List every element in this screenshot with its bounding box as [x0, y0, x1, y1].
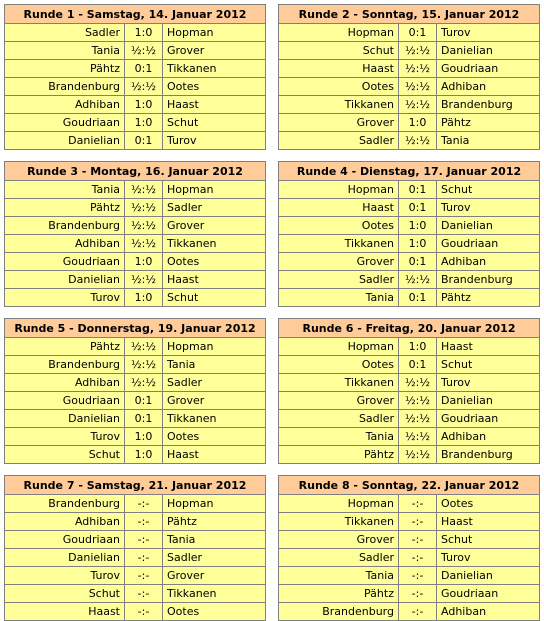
game-result: 1:0: [399, 235, 437, 253]
home-player: Goudriaan: [5, 392, 125, 410]
away-player: Sadler: [163, 199, 266, 217]
game-result: ½:½: [399, 60, 437, 78]
round-title: Runde 4 - Dienstag, 17. Januar 2012: [279, 162, 540, 181]
game-row: [279, 24, 540, 42]
away-player: Tania: [163, 356, 266, 374]
home-player: Goudriaan: [5, 114, 125, 132]
home-player: Danielian: [5, 410, 125, 428]
away-player: Pähtz: [437, 289, 540, 307]
game-row: [5, 567, 266, 585]
game-row: [5, 78, 266, 96]
game-row: [279, 549, 540, 567]
home-player: Schut: [5, 585, 125, 603]
game-row: [5, 132, 266, 150]
home-player: Pähtz: [5, 338, 125, 356]
game-row: [279, 356, 540, 374]
home-player: Brandenburg: [5, 217, 125, 235]
round-title: Runde 3 - Montag, 16. Januar 2012: [5, 162, 266, 181]
game-result: 0:1: [399, 181, 437, 199]
game-result: 0:1: [399, 199, 437, 217]
game-row: [279, 235, 540, 253]
game-row: [279, 114, 540, 132]
game-row: [5, 585, 266, 603]
game-row: [279, 374, 540, 392]
game-row: [5, 410, 266, 428]
away-player: Turov: [437, 374, 540, 392]
game-row: [5, 271, 266, 289]
game-result: ½:½: [399, 78, 437, 96]
game-row: [5, 253, 266, 271]
home-player: Sadler: [279, 549, 399, 567]
game-row: [5, 356, 266, 374]
game-row: [5, 392, 266, 410]
away-player: Danielian: [437, 392, 540, 410]
away-player: Sadler: [163, 374, 266, 392]
away-player: Haast: [163, 271, 266, 289]
away-player: Haast: [163, 96, 266, 114]
home-player: Ootes: [279, 217, 399, 235]
game-result: -:-: [399, 513, 437, 531]
home-player: Tikkanen: [279, 235, 399, 253]
game-row: [279, 78, 540, 96]
game-result: ½:½: [125, 199, 163, 217]
home-player: Haast: [279, 60, 399, 78]
away-player: Danielian: [437, 567, 540, 585]
game-result: 1:0: [125, 24, 163, 42]
game-result: -:-: [399, 531, 437, 549]
home-player: Turov: [5, 289, 125, 307]
round-header-row: [279, 5, 540, 24]
game-result: -:-: [399, 585, 437, 603]
away-player: Hopman: [163, 181, 266, 199]
game-row: [5, 199, 266, 217]
round-table-7: [4, 475, 266, 621]
game-row: [279, 410, 540, 428]
game-row: [5, 338, 266, 356]
game-row: [5, 96, 266, 114]
away-player: Schut: [437, 181, 540, 199]
away-player: Hopman: [163, 338, 266, 356]
home-player: Adhiban: [5, 374, 125, 392]
home-player: Turov: [5, 428, 125, 446]
away-player: Goudriaan: [437, 235, 540, 253]
game-result: ½:½: [399, 132, 437, 150]
home-player: Tania: [279, 289, 399, 307]
game-result: 1:0: [399, 338, 437, 356]
game-result: ½:½: [125, 78, 163, 96]
away-player: Tikkanen: [163, 410, 266, 428]
home-player: Hopman: [279, 338, 399, 356]
game-result: 0:1: [125, 392, 163, 410]
away-player: Ootes: [163, 78, 266, 96]
game-result: ½:½: [125, 271, 163, 289]
game-row: [279, 513, 540, 531]
home-player: Hopman: [279, 495, 399, 513]
home-player: Danielian: [5, 271, 125, 289]
home-player: Adhiban: [5, 513, 125, 531]
game-result: ½:½: [399, 392, 437, 410]
away-player: Adhiban: [437, 78, 540, 96]
game-row: [5, 42, 266, 60]
home-player: Goudriaan: [5, 531, 125, 549]
away-player: Ootes: [163, 428, 266, 446]
home-player: Hopman: [279, 24, 399, 42]
game-row: [5, 24, 266, 42]
game-result: -:-: [399, 549, 437, 567]
game-row: [279, 132, 540, 150]
away-player: Hopman: [163, 24, 266, 42]
game-result: ½:½: [125, 235, 163, 253]
game-result: ½:½: [399, 374, 437, 392]
round-table-5: [4, 318, 266, 464]
game-row: [5, 114, 266, 132]
home-player: Pähtz: [5, 199, 125, 217]
away-player: Tikkanen: [163, 585, 266, 603]
game-row: [5, 446, 266, 464]
game-result: ½:½: [399, 96, 437, 114]
game-row: [279, 446, 540, 464]
game-result: 1:0: [125, 253, 163, 271]
away-player: Grover: [163, 42, 266, 60]
away-player: Turov: [437, 549, 540, 567]
game-row: [5, 531, 266, 549]
game-row: [5, 217, 266, 235]
away-player: Turov: [163, 132, 266, 150]
game-result: 1:0: [125, 446, 163, 464]
game-result: -:-: [125, 603, 163, 621]
game-row: [279, 495, 540, 513]
round-header-row: [279, 162, 540, 181]
away-player: Hopman: [163, 495, 266, 513]
round-table-1: [4, 4, 266, 150]
away-player: Ootes: [437, 495, 540, 513]
game-row: [5, 428, 266, 446]
away-player: Goudriaan: [437, 60, 540, 78]
game-result: ½:½: [399, 446, 437, 464]
away-player: Brandenburg: [437, 96, 540, 114]
round-title: Runde 5 - Donnerstag, 19. Januar 2012: [5, 319, 266, 338]
game-result: ½:½: [399, 410, 437, 428]
away-player: Pähtz: [437, 114, 540, 132]
home-player: Grover: [279, 392, 399, 410]
game-row: [279, 585, 540, 603]
away-player: Haast: [163, 446, 266, 464]
game-row: [279, 271, 540, 289]
round-title: Runde 7 - Samstag, 21. Januar 2012: [5, 476, 266, 495]
game-row: [279, 603, 540, 621]
away-player: Pähtz: [163, 513, 266, 531]
game-row: [279, 60, 540, 78]
round-table-6: [278, 318, 540, 464]
game-result: -:-: [125, 513, 163, 531]
away-player: Brandenburg: [437, 446, 540, 464]
away-player: Haast: [437, 513, 540, 531]
game-result: 1:0: [125, 114, 163, 132]
away-player: Sadler: [163, 549, 266, 567]
home-player: Hopman: [279, 181, 399, 199]
game-row: [279, 428, 540, 446]
game-result: ½:½: [399, 271, 437, 289]
round-title: Runde 8 - Sonntag, 22. Januar 2012: [279, 476, 540, 495]
home-player: Ootes: [279, 78, 399, 96]
game-row: [279, 42, 540, 60]
away-player: Schut: [163, 114, 266, 132]
game-result: -:-: [125, 495, 163, 513]
game-row: [5, 289, 266, 307]
home-player: Pähtz: [279, 446, 399, 464]
home-player: Brandenburg: [279, 603, 399, 621]
home-player: Grover: [279, 114, 399, 132]
game-result: -:-: [125, 549, 163, 567]
home-player: Grover: [279, 253, 399, 271]
away-player: Adhiban: [437, 603, 540, 621]
away-player: Tikkanen: [163, 60, 266, 78]
away-player: Turov: [437, 199, 540, 217]
game-result: -:-: [399, 495, 437, 513]
home-player: Haast: [5, 603, 125, 621]
home-player: Adhiban: [5, 96, 125, 114]
home-player: Schut: [5, 446, 125, 464]
away-player: Goudriaan: [437, 410, 540, 428]
game-result: 1:0: [399, 217, 437, 235]
home-player: Grover: [279, 531, 399, 549]
game-result: 1:0: [125, 428, 163, 446]
game-result: -:-: [399, 603, 437, 621]
round-header-row: [5, 5, 266, 24]
away-player: Schut: [437, 531, 540, 549]
game-result: -:-: [125, 585, 163, 603]
round-table-3: [4, 161, 266, 307]
game-result: 0:1: [399, 253, 437, 271]
away-player: Schut: [437, 356, 540, 374]
game-result: 0:1: [399, 289, 437, 307]
round-header-row: [5, 162, 266, 181]
game-row: [5, 374, 266, 392]
game-result: ½:½: [125, 217, 163, 235]
away-player: Tikkanen: [163, 235, 266, 253]
game-row: [279, 531, 540, 549]
game-result: -:-: [125, 531, 163, 549]
game-result: 0:1: [399, 24, 437, 42]
game-result: 1:0: [399, 114, 437, 132]
round-header-row: [279, 476, 540, 495]
game-row: [279, 253, 540, 271]
home-player: Sadler: [279, 132, 399, 150]
away-player: Ootes: [163, 603, 266, 621]
away-player: Goudriaan: [437, 585, 540, 603]
game-row: [5, 60, 266, 78]
home-player: Tikkanen: [279, 96, 399, 114]
away-player: Danielian: [437, 42, 540, 60]
game-row: [5, 495, 266, 513]
home-player: Sadler: [279, 410, 399, 428]
game-result: ½:½: [125, 356, 163, 374]
game-result: -:-: [125, 567, 163, 585]
game-row: [279, 96, 540, 114]
away-player: Adhiban: [437, 428, 540, 446]
game-row: [279, 392, 540, 410]
away-player: Schut: [163, 289, 266, 307]
game-row: [279, 289, 540, 307]
game-row: [279, 199, 540, 217]
home-player: Tikkanen: [279, 374, 399, 392]
game-result: ½:½: [125, 338, 163, 356]
game-result: 0:1: [125, 60, 163, 78]
home-player: Sadler: [5, 24, 125, 42]
home-player: Pähtz: [279, 585, 399, 603]
round-header-row: [279, 319, 540, 338]
round-header-row: [5, 476, 266, 495]
home-player: Haast: [279, 199, 399, 217]
game-row: [279, 181, 540, 199]
game-row: [5, 549, 266, 567]
home-player: Brandenburg: [5, 495, 125, 513]
home-player: Tania: [5, 181, 125, 199]
home-player: Tikkanen: [279, 513, 399, 531]
home-player: Turov: [5, 567, 125, 585]
home-player: Tania: [5, 42, 125, 60]
away-player: Tania: [437, 132, 540, 150]
game-row: [5, 513, 266, 531]
game-result: ½:½: [125, 374, 163, 392]
home-player: Ootes: [279, 356, 399, 374]
game-result: 1:0: [125, 96, 163, 114]
game-row: [279, 567, 540, 585]
game-row: [279, 338, 540, 356]
game-result: 0:1: [125, 410, 163, 428]
game-result: ½:½: [399, 42, 437, 60]
home-player: Tania: [279, 428, 399, 446]
round-table-4: [278, 161, 540, 307]
game-row: [279, 217, 540, 235]
home-player: Sadler: [279, 271, 399, 289]
away-player: Grover: [163, 567, 266, 585]
away-player: Brandenburg: [437, 271, 540, 289]
game-row: [5, 235, 266, 253]
home-player: Brandenburg: [5, 356, 125, 374]
away-player: Turov: [437, 24, 540, 42]
game-result: ½:½: [399, 428, 437, 446]
round-header-row: [5, 319, 266, 338]
away-player: Grover: [163, 217, 266, 235]
round-title: Runde 2 - Sonntag, 15. Januar 2012: [279, 5, 540, 24]
home-player: Danielian: [5, 549, 125, 567]
game-result: ½:½: [125, 181, 163, 199]
home-player: Adhiban: [5, 235, 125, 253]
game-result: 1:0: [125, 289, 163, 307]
home-player: Danielian: [5, 132, 125, 150]
home-player: Brandenburg: [5, 78, 125, 96]
away-player: Ootes: [163, 253, 266, 271]
away-player: Haast: [437, 338, 540, 356]
game-row: [5, 603, 266, 621]
home-player: Pähtz: [5, 60, 125, 78]
away-player: Grover: [163, 392, 266, 410]
game-result: ½:½: [125, 42, 163, 60]
away-player: Danielian: [437, 217, 540, 235]
away-player: Adhiban: [437, 253, 540, 271]
round-table-2: [278, 4, 540, 150]
game-result: 0:1: [125, 132, 163, 150]
game-result: -:-: [399, 567, 437, 585]
round-title: Runde 1 - Samstag, 14. Januar 2012: [5, 5, 266, 24]
game-result: 0:1: [399, 356, 437, 374]
home-player: Goudriaan: [5, 253, 125, 271]
game-row: [5, 181, 266, 199]
home-player: Schut: [279, 42, 399, 60]
round-table-8: [278, 475, 540, 621]
home-player: Tania: [279, 567, 399, 585]
round-title: Runde 6 - Freitag, 20. Januar 2012: [279, 319, 540, 338]
away-player: Tania: [163, 531, 266, 549]
